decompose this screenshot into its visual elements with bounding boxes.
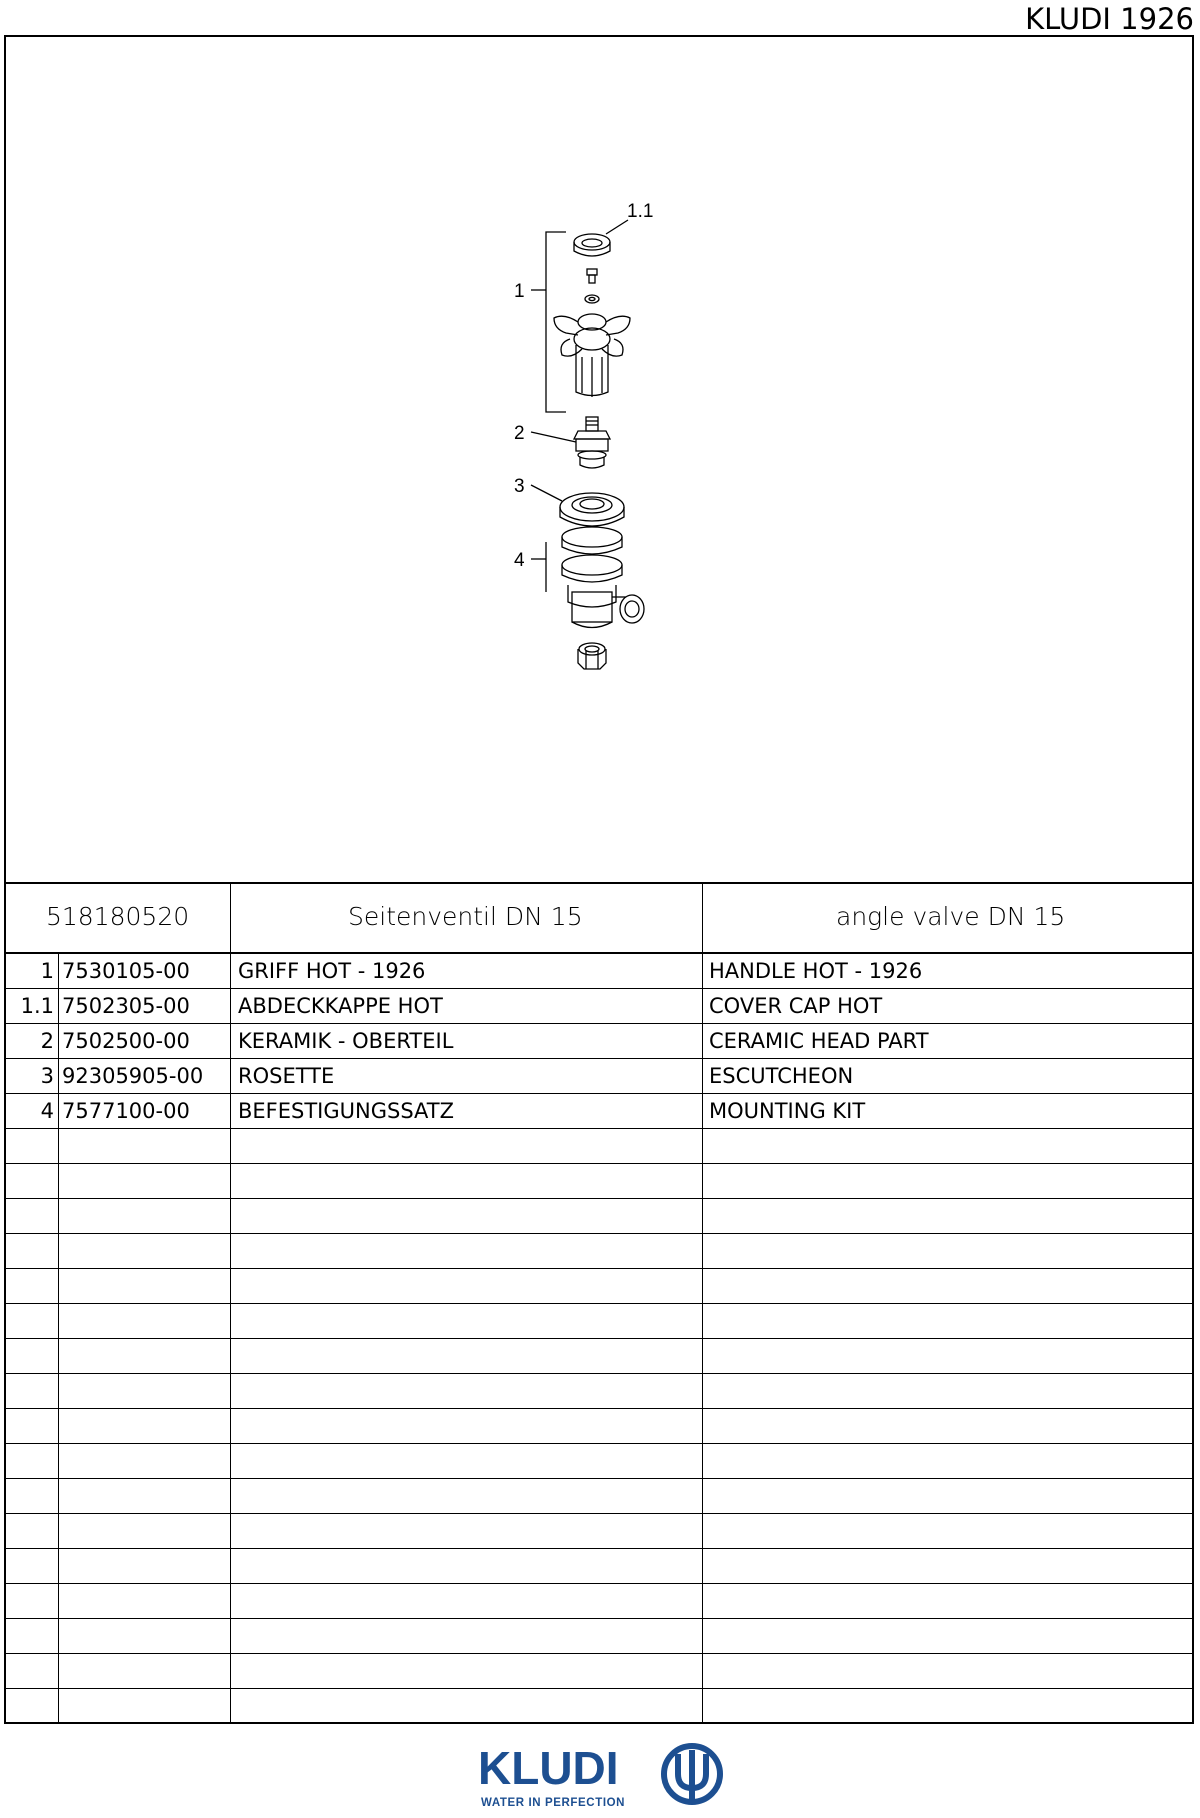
column-divider (702, 1549, 703, 1583)
column-divider (58, 1409, 59, 1443)
article-number-cell (58, 1549, 232, 1583)
position-cell (6, 1549, 54, 1583)
column-divider (702, 1234, 703, 1268)
description-de-cell (234, 1619, 698, 1653)
document-frame (4, 35, 1194, 1724)
exploded-view-drawing (6, 37, 1192, 884)
description-en-cell (705, 1129, 1189, 1163)
column-divider (230, 1479, 231, 1513)
description-de-cell (234, 1584, 698, 1618)
description-de-cell (234, 1199, 698, 1233)
empty-table-row (6, 1444, 1192, 1479)
kludi-logo-svg (478, 1740, 728, 1812)
column-divider (702, 1339, 703, 1373)
article-number-cell (58, 1234, 232, 1268)
column-divider (702, 1269, 703, 1303)
column-divider (702, 954, 703, 988)
column-divider (58, 1374, 59, 1408)
callout-4: 4 (514, 550, 525, 571)
brand-title: KLUDI 1926 (1025, 2, 1194, 36)
description-de-cell (234, 1164, 698, 1198)
leader-2 (531, 432, 576, 442)
column-divider (58, 1514, 59, 1548)
column-divider (702, 1619, 703, 1653)
callout-1: 1 (514, 281, 525, 302)
column-divider (230, 1024, 231, 1058)
position-cell: 3 (40, 1064, 54, 1088)
description-en-cell (705, 1374, 1189, 1408)
empty-table-row (6, 1689, 1192, 1724)
empty-table-row (6, 1514, 1192, 1549)
handle-cross-part (554, 314, 630, 397)
table-row (6, 1094, 1192, 1129)
description-en-cell (705, 1619, 1189, 1653)
column-divider (702, 1409, 703, 1443)
description-en-cell (705, 1514, 1189, 1548)
column-divider (702, 1094, 703, 1128)
column-divider (58, 1234, 59, 1268)
callout-3: 3 (514, 476, 525, 497)
column-divider (230, 1514, 231, 1548)
column-divider (702, 1689, 703, 1723)
position-cell (6, 1444, 54, 1478)
description-en-cell (705, 1689, 1189, 1723)
article-number-cell: 7502500-00 (62, 1029, 190, 1053)
article-number-cell: 7502305-00 (62, 994, 190, 1018)
description-de-cell: KERAMIK - OBERTEIL (238, 1029, 454, 1053)
empty-table-row (6, 1269, 1192, 1304)
column-divider (230, 1164, 231, 1198)
column-divider (58, 1094, 59, 1128)
description-de-cell: BEFESTIGUNGSSATZ (238, 1099, 454, 1123)
article-number-cell (58, 1514, 232, 1548)
description-en-cell (705, 1409, 1189, 1443)
column-divider (230, 1094, 231, 1128)
article-number-cell (58, 1444, 232, 1478)
description-de-cell (234, 1374, 698, 1408)
column-divider (230, 1689, 231, 1723)
empty-table-row (6, 1549, 1192, 1584)
column-divider (58, 1654, 59, 1688)
column-divider (230, 954, 231, 988)
column-divider (58, 1024, 59, 1058)
position-cell (6, 1514, 54, 1548)
position-cell (6, 1374, 54, 1408)
column-divider (230, 1129, 231, 1163)
description-en-cell (705, 1339, 1189, 1373)
empty-table-row (6, 1339, 1192, 1374)
description-de-cell (234, 1304, 698, 1338)
description-de-cell: GRIFF HOT - 1926 (238, 959, 426, 983)
column-divider (230, 1199, 231, 1233)
description-en-cell (705, 1269, 1189, 1303)
description-en-cell (705, 1654, 1189, 1688)
ceramic-head-part (574, 417, 610, 468)
mounting-kit-part (562, 527, 644, 628)
table-row (6, 1024, 1192, 1059)
description-de-cell (234, 1514, 698, 1548)
column-divider (702, 1479, 703, 1513)
column-divider (58, 1339, 59, 1373)
position-cell: 2 (40, 1029, 54, 1053)
cover-cap-part (574, 234, 610, 256)
product-name-en: angle valve DN 15 (836, 902, 1066, 931)
position-cell (6, 1234, 54, 1268)
description-de-cell (234, 1654, 698, 1688)
description-de-cell (234, 1689, 698, 1723)
column-divider (58, 1199, 59, 1233)
article-number-cell (58, 1409, 232, 1443)
washer-part (585, 295, 599, 303)
column-divider (230, 1374, 231, 1408)
article-number-cell (58, 1164, 232, 1198)
article-number-cell (58, 1374, 232, 1408)
empty-table-row (6, 1234, 1192, 1269)
description-en-cell (705, 1234, 1189, 1268)
description-en-cell (705, 1549, 1189, 1583)
column-divider (58, 1479, 59, 1513)
column-divider (230, 1269, 231, 1303)
article-number-cell (58, 1584, 232, 1618)
position-cell (6, 1304, 54, 1338)
article-number-cell (58, 1304, 232, 1338)
column-divider (230, 1654, 231, 1688)
article-number-cell: 7577100-00 (62, 1099, 190, 1123)
description-en-cell: ESCUTCHEON (709, 1064, 854, 1088)
article-number-cell (58, 1689, 232, 1723)
logo-wordmark: KLUDI (478, 1742, 619, 1794)
position-cell: 1.1 (20, 994, 54, 1018)
description-en-cell (705, 1444, 1189, 1478)
position-cell (6, 1199, 54, 1233)
column-divider (230, 989, 231, 1023)
screw-part (587, 269, 597, 283)
column-divider (702, 1164, 703, 1198)
product-name-de: Seitenventil DN 15 (348, 902, 583, 931)
empty-table-row (6, 1374, 1192, 1409)
callout-2: 2 (514, 423, 525, 444)
description-de-cell (234, 1339, 698, 1373)
kludi-logo (478, 1740, 728, 1817)
escutcheon-part (560, 493, 624, 526)
column-divider (702, 1514, 703, 1548)
description-de-cell (234, 1409, 698, 1443)
column-divider (702, 1584, 703, 1618)
column-divider (702, 1129, 703, 1163)
article-number-cell (58, 1479, 232, 1513)
column-divider (58, 1584, 59, 1618)
column-divider (58, 1059, 59, 1093)
article-number-cell: 92305905-00 (62, 1064, 204, 1088)
description-en-cell: HANDLE HOT - 1926 (709, 959, 923, 983)
position-cell (6, 1164, 54, 1198)
column-divider (58, 1689, 59, 1723)
column-divider (58, 1304, 59, 1338)
empty-table-row (6, 1479, 1192, 1514)
position-cell: 1 (40, 959, 54, 983)
position-cell (6, 1129, 54, 1163)
column-divider (702, 1199, 703, 1233)
column-divider (58, 1444, 59, 1478)
table-row (6, 989, 1192, 1024)
position-cell: 4 (40, 1099, 54, 1123)
empty-table-row (6, 1199, 1192, 1234)
column-divider (702, 1304, 703, 1338)
column-divider (230, 1584, 231, 1618)
article-number-cell (58, 1654, 232, 1688)
description-de-cell (234, 1444, 698, 1478)
column-divider (230, 1549, 231, 1583)
description-de-cell (234, 1549, 698, 1583)
description-en-cell (705, 1479, 1189, 1513)
position-cell (6, 1339, 54, 1373)
empty-table-row (6, 1584, 1192, 1619)
empty-table-row (6, 1619, 1192, 1654)
column-divider (230, 1444, 231, 1478)
description-de-cell (234, 1479, 698, 1513)
description-de-cell: ABDECKKAPPE HOT (238, 994, 443, 1018)
empty-table-row (6, 1409, 1192, 1444)
description-en-cell (705, 1584, 1189, 1618)
column-divider (702, 1374, 703, 1408)
position-cell (6, 1689, 54, 1723)
callout-1-1: 1.1 (627, 201, 654, 222)
description-de-cell (234, 1129, 698, 1163)
position-cell (6, 1584, 54, 1618)
logo-emblem-icon (664, 1746, 720, 1802)
position-cell (6, 1654, 54, 1688)
column-divider (58, 1269, 59, 1303)
description-en-cell: MOUNTING KIT (709, 1099, 866, 1123)
column-divider (230, 1059, 231, 1093)
article-number-cell: 7530105-00 (62, 959, 190, 983)
description-en-cell: COVER CAP HOT (709, 994, 883, 1018)
table-row (6, 954, 1192, 989)
column-divider (58, 1619, 59, 1653)
article-number-cell (58, 1269, 232, 1303)
leader-1-1 (606, 220, 628, 234)
article-number-cell (58, 1199, 232, 1233)
column-divider (58, 954, 59, 988)
exploded-view-svg (6, 37, 1192, 882)
column-divider (58, 1549, 59, 1583)
table-row (6, 1059, 1192, 1094)
position-cell (6, 1409, 54, 1443)
column-divider (230, 1234, 231, 1268)
description-de-cell (234, 1234, 698, 1268)
column-divider (230, 1409, 231, 1443)
column-divider (230, 1304, 231, 1338)
parts-table (6, 954, 1192, 1724)
column-divider (230, 1619, 231, 1653)
column-divider (702, 1059, 703, 1093)
empty-table-row (6, 1129, 1192, 1164)
empty-table-row (6, 1164, 1192, 1199)
column-divider (58, 989, 59, 1023)
column-divider (58, 1129, 59, 1163)
description-en-cell (705, 1164, 1189, 1198)
empty-table-row (6, 1654, 1192, 1689)
position-cell (6, 1479, 54, 1513)
empty-table-row (6, 1304, 1192, 1339)
column-divider (58, 1164, 59, 1198)
position-cell (6, 1619, 54, 1653)
article-number-cell (58, 1129, 232, 1163)
column-divider (702, 1444, 703, 1478)
product-header-row (6, 882, 1192, 954)
nut-part (578, 643, 606, 669)
description-de-cell: ROSETTE (238, 1064, 335, 1088)
column-divider (702, 989, 703, 1023)
description-en-cell (705, 1199, 1189, 1233)
article-number-cell (58, 1339, 232, 1373)
article-number-cell (58, 1619, 232, 1653)
article-number: 518180520 (46, 902, 190, 931)
position-cell (6, 1269, 54, 1303)
description-en-cell (705, 1304, 1189, 1338)
column-divider (702, 1654, 703, 1688)
bracket-1 (546, 232, 566, 412)
column-divider (230, 1339, 231, 1373)
description-en-cell: CERAMIC HEAD PART (709, 1029, 929, 1053)
column-divider (702, 1024, 703, 1058)
logo-tagline: WATER IN PERFECTION (481, 1797, 626, 1809)
description-de-cell (234, 1269, 698, 1303)
leader-3 (531, 485, 562, 501)
